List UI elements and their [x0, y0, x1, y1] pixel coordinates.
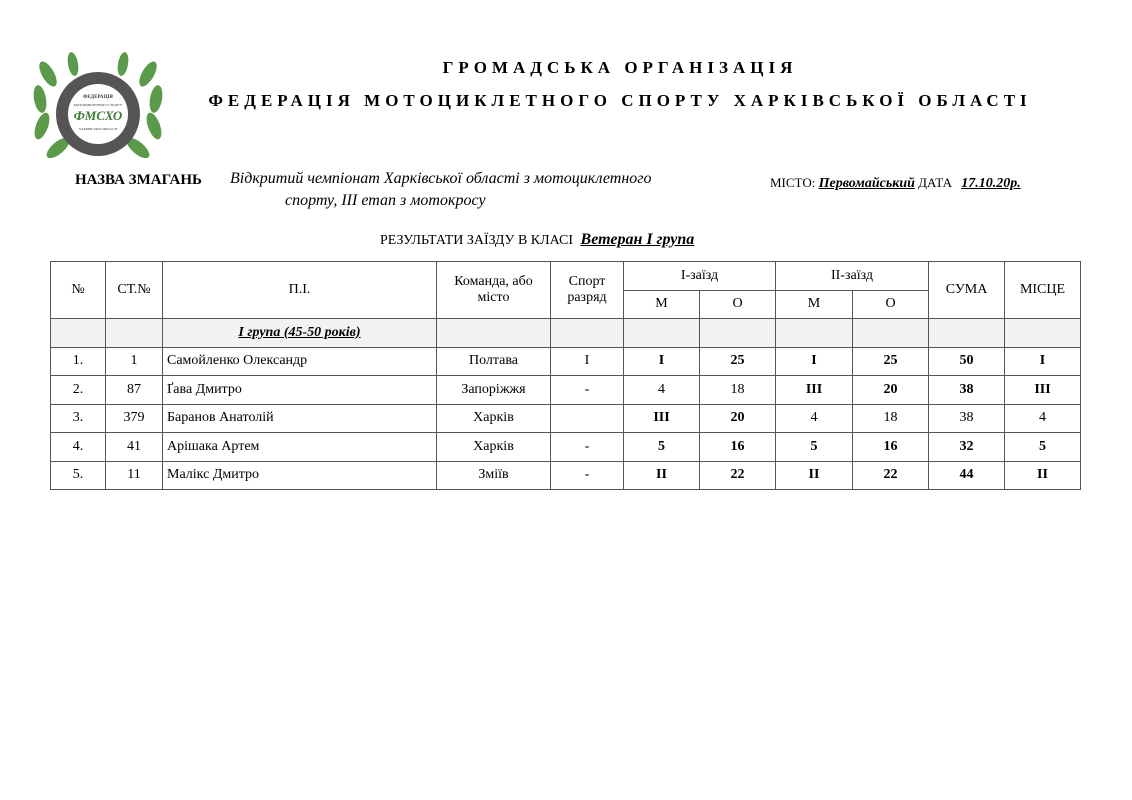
- header-sum: СУМА: [929, 262, 1005, 319]
- header-place: МІСЦЕ: [1005, 262, 1081, 319]
- cell-st: 11: [106, 461, 163, 490]
- header-team: Команда, або місто: [437, 262, 551, 319]
- class-name: Ветеран І група: [580, 231, 695, 248]
- table-row: [51, 376, 1081, 405]
- cell-o2: 18: [853, 404, 929, 433]
- svg-text:ФМСХО: ФМСХО: [73, 108, 123, 123]
- header-m1: М: [624, 290, 700, 319]
- event-name-line1: Відкритий чемпіонат Харківської області з мотоциклетного: [230, 170, 652, 187]
- cell-place: 4: [1005, 404, 1081, 433]
- cell-o2: 16: [853, 433, 929, 462]
- cell-o2: 25: [853, 347, 929, 376]
- svg-text:ХАРКІВСЬКОЇ ОБЛАСТІ: ХАРКІВСЬКОЇ ОБЛАСТІ: [78, 127, 118, 131]
- date-label: ДАТА: [918, 175, 952, 190]
- cell-place: ІІІ: [1005, 376, 1081, 405]
- city-label: МІСТО:: [770, 175, 816, 190]
- city-date: [770, 175, 1021, 192]
- group-row: [51, 319, 1081, 348]
- event-name-label: НАЗВА ЗМАГАНЬ: [75, 172, 202, 188]
- cell-no: 2.: [51, 376, 106, 405]
- header-heat1: І-заїзд: [624, 262, 776, 291]
- cell-no: 3.: [51, 404, 106, 433]
- header-st-no: СТ.№: [106, 262, 163, 319]
- cell-name: Арішака Артем: [163, 433, 437, 462]
- header-name: П.І.: [163, 262, 437, 319]
- cell-m2: І: [776, 347, 853, 376]
- cell-rank: -: [551, 433, 624, 462]
- federation-logo: [28, 44, 168, 172]
- event-name-line2: спорту, ІІІ етап з мотокросу: [285, 192, 486, 209]
- cell-no: 1.: [51, 347, 106, 376]
- cell-team: Харків: [437, 404, 551, 433]
- cell-place: І: [1005, 347, 1081, 376]
- cell-sum: 50: [929, 347, 1005, 376]
- cell-m2: 4: [776, 404, 853, 433]
- cell-m1: ІІ: [624, 461, 700, 490]
- cell-m1: ІІІ: [624, 404, 700, 433]
- cell-sum: 32: [929, 433, 1005, 462]
- header-rank: Спорт разряд: [551, 262, 624, 319]
- svg-text:ФЕДЕРАЦІЯ: ФЕДЕРАЦІЯ: [83, 95, 113, 100]
- cell-m2: 5: [776, 433, 853, 462]
- results-title: [380, 231, 694, 249]
- federation-title: ФЕДЕРАЦІЯ МОТОЦИКЛЕТНОГО СПОРТУ ХАРКІВСЬКОЇ ОБЛАСТІ: [208, 91, 1032, 110]
- header-o2: О: [853, 290, 929, 319]
- table-row: [51, 347, 1081, 376]
- cell-m2: ІІІ: [776, 376, 853, 405]
- cell-team: Харків: [437, 433, 551, 462]
- cell-o2: 20: [853, 376, 929, 405]
- results-table: [50, 261, 1081, 490]
- cell-st: 379: [106, 404, 163, 433]
- cell-place: 5: [1005, 433, 1081, 462]
- results-label: РЕЗУЛЬТАТИ ЗАЇЗДУ В КЛАСІ: [380, 233, 574, 248]
- city-value: Первомайський: [818, 176, 915, 191]
- org-title: ГРОМАДСЬКА ОРГАНІЗАЦІЯ: [442, 58, 798, 77]
- cell-o1: 20: [700, 404, 776, 433]
- header-heat2: ІІ-заїзд: [776, 262, 929, 291]
- cell-rank: -: [551, 461, 624, 490]
- cell-sum: 38: [929, 404, 1005, 433]
- cell-st: 41: [106, 433, 163, 462]
- cell-st: 1: [106, 347, 163, 376]
- cell-name: Ґава Дмитро: [163, 376, 437, 405]
- cell-rank: [551, 404, 624, 433]
- cell-m1: І: [624, 347, 700, 376]
- cell-no: 4.: [51, 433, 106, 462]
- cell-no: 5.: [51, 461, 106, 490]
- cell-o2: 22: [853, 461, 929, 490]
- svg-text:МОТОЦИКЛЕТНОГО СПОРТУ: МОТОЦИКЛЕТНОГО СПОРТУ: [73, 103, 123, 107]
- table-row: [51, 433, 1081, 462]
- cell-name: Малікс Дмитро: [163, 461, 437, 490]
- cell-m1: 4: [624, 376, 700, 405]
- cell-team: Полтава: [437, 347, 551, 376]
- cell-place: ІІ: [1005, 461, 1081, 490]
- cell-o1: 22: [700, 461, 776, 490]
- cell-o1: 16: [700, 433, 776, 462]
- table-row: [51, 404, 1081, 433]
- cell-team: Зміїв: [437, 461, 551, 490]
- group-label: І група (45-50 років): [238, 324, 361, 340]
- cell-o1: 18: [700, 376, 776, 405]
- cell-st: 87: [106, 376, 163, 405]
- table-row: [51, 461, 1081, 490]
- cell-sum: 44: [929, 461, 1005, 490]
- cell-m1: 5: [624, 433, 700, 462]
- date-value: 17.10.20р.: [961, 176, 1021, 191]
- cell-team: Запоріжжя: [437, 376, 551, 405]
- cell-o1: 25: [700, 347, 776, 376]
- header-o1: О: [700, 290, 776, 319]
- cell-sum: 38: [929, 376, 1005, 405]
- header-m2: М: [776, 290, 853, 319]
- cell-m2: ІІ: [776, 461, 853, 490]
- cell-name: Самойленко Олександр: [163, 347, 437, 376]
- cell-rank: І: [551, 347, 624, 376]
- header-no: №: [51, 262, 106, 319]
- cell-rank: -: [551, 376, 624, 405]
- cell-name: Баранов Анатолій: [163, 404, 437, 433]
